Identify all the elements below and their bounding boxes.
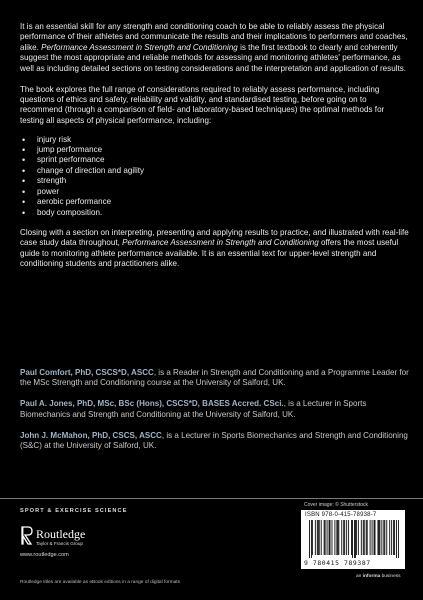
author-bio: Paul Comfort, PhD, CSCS*D, ASCC, is a Reader in Strength and Conditioning and a Programme Leader for the MSc Strength and Conditioning course at the University of Salford, UK. xyxy=(20,368,409,388)
author-name: Paul A. Jones, PhD, MSc, BSc (Hons), CSCS*D, BASES Accred. CSci. xyxy=(20,399,284,409)
author-bios xyxy=(20,368,410,462)
blurb-paragraph-2: The book explores the full range of considerations required to reliably assess performance, including questions of ethics and safety, reliability and validity, and standardised testing, before going on to recommend (through a comparison of field- and laboratory-based techniques) the optimal methods for testing all aspects of physical performance, including: xyxy=(20,84,385,125)
informa-badge: an informa business xyxy=(356,574,401,579)
topics-list xyxy=(20,135,410,218)
publisher-website[interactable]: www.routledge.com xyxy=(20,552,69,558)
list-item: • power xyxy=(20,187,410,197)
author-name: John J. McMahon, PhD, CSCS, ASCC xyxy=(20,430,162,440)
barcode-digits: 9 780415 789387 xyxy=(304,559,371,567)
list-item: • change of direction and agility xyxy=(20,166,410,176)
informa-name: informa xyxy=(362,574,381,579)
isbn-barcode-box xyxy=(301,510,405,569)
book-title-italic: Performance Assessment in Strength and Conditioning xyxy=(122,238,319,248)
list-item: • sprint performance xyxy=(20,155,410,165)
cover-credit: Cover image: © Shutterstock xyxy=(304,502,368,508)
blurb-paragraph-1: It is an essential skill for any strength and conditioning coach to be able to reliably assess the physical performance of their athletes and communicate the results and their implications to performers and coaches, alike. Performance Assessment in Strength and Conditioning is the first textbook to clearly and coherently suggest the most appropriate and reliable methods for assessing and monitoring athletes' performance, as well as including detailed sections on testing considerations and the interpretation and application of results. xyxy=(20,22,408,73)
list-item: • strength xyxy=(20,176,410,186)
series-label: SPORT & EXERCISE SCIENCE xyxy=(20,508,128,514)
blurb-paragraph-3: Closing with a section on interpreting, presenting and applying results to practice, and illustrated with real-life case study data throughout, Performance Assessment in Strength and Conditioning offers the most useful guide to monitoring athlete performance available. It is an essential text for upper-level strength and conditioning students and practitioners alike. xyxy=(20,227,409,269)
list-item: • jump performance xyxy=(20,145,410,155)
book-title-italic: Performance Assessment in Strength and Conditioning xyxy=(41,42,238,52)
list-item: • body composition. xyxy=(20,208,410,218)
barcode-icon xyxy=(309,520,399,558)
publisher-group: Taylor & Francis Group xyxy=(36,541,83,546)
back-cover-blurb xyxy=(20,22,410,280)
author-name: Paul Comfort, PhD, CSCS*D, ASCC xyxy=(20,368,154,377)
publisher-name: Routledge xyxy=(36,527,86,541)
author-bio: Paul A. Jones, PhD, MSc, BSc (Hons), CSCS*D, BASES Accred. CSci., is a Lecturer in Sports Biomechanics and Strength and Conditioning at the University of Salford, UK. xyxy=(20,399,367,419)
author-bio: John J. McMahon, PhD, CSCS, ASCC, is a Lecturer in Sports Biomechanics and Strength and Conditioning (S&C) at the University of Salford, UK. xyxy=(20,430,408,451)
routledge-r-icon xyxy=(20,526,33,545)
ebook-note: Routledge titles are available as eBook editions in a range of digital formats xyxy=(20,580,180,585)
isbn-number: ISBN 978-0-415-78938-7 xyxy=(305,512,377,518)
list-item: • aerobic performance xyxy=(20,197,410,207)
footer-divider xyxy=(0,498,423,499)
list-item: • injury risk xyxy=(20,135,410,145)
